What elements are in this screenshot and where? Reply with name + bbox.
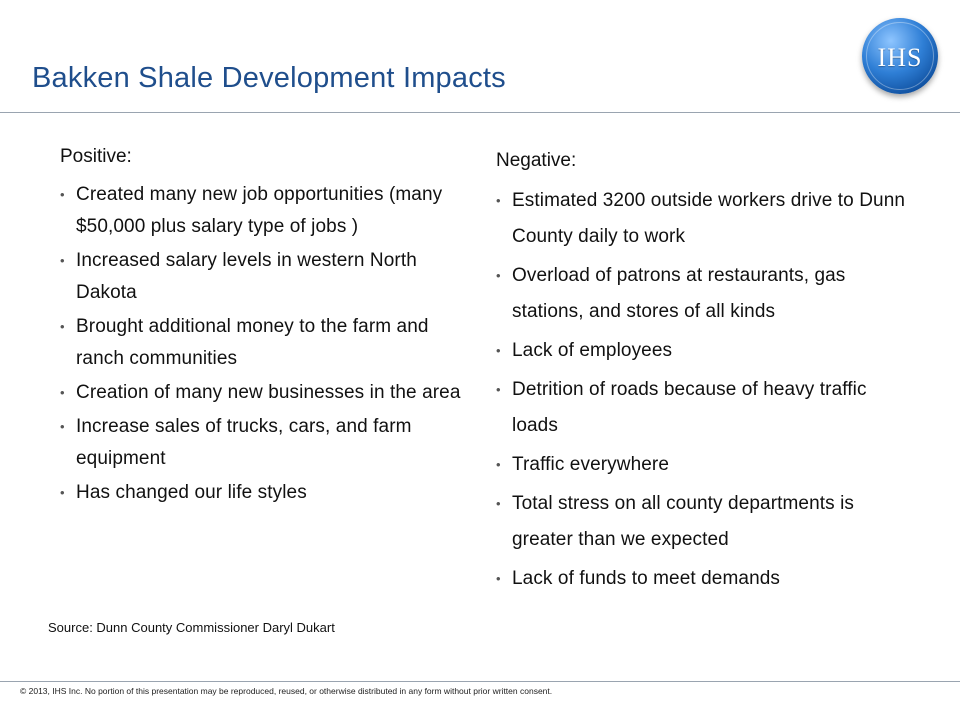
- list-item-text: Brought additional money to the farm and ranch communities: [76, 316, 429, 369]
- list-item: [496, 486, 916, 558]
- ihs-logo: [862, 18, 938, 94]
- negative-heading: Negative:: [496, 150, 577, 171]
- list-item: [496, 183, 916, 255]
- bullet-icon: •: [60, 419, 65, 434]
- source-citation: Source: Dunn County Commissioner Daryl Dukart: [48, 620, 335, 635]
- list-item-text: Increase sales of trucks, cars, and farm equipment: [76, 416, 412, 469]
- list-item-text: Increased salary levels in western North Dakota: [76, 250, 417, 303]
- list-item: [60, 377, 470, 409]
- bullet-icon: •: [60, 253, 65, 268]
- list-item-text: Lack of funds to meet demands: [512, 568, 780, 589]
- footer-divider: [0, 681, 960, 682]
- list-item: [60, 411, 470, 475]
- list-item: [496, 447, 916, 483]
- list-item: [496, 258, 916, 330]
- list-item: [60, 311, 470, 375]
- bullet-icon: •: [496, 382, 501, 397]
- positive-column: [60, 146, 470, 511]
- bullet-icon: •: [60, 319, 65, 334]
- slide-title: Bakken Shale Development Impacts: [32, 62, 506, 94]
- negative-column: [496, 150, 916, 600]
- bullet-icon: •: [496, 343, 501, 358]
- list-item-text: Detrition of roads because of heavy traffic loads: [512, 379, 867, 436]
- header-divider: [0, 112, 960, 113]
- list-item-text: Creation of many new businesses in the area: [76, 382, 461, 403]
- list-item-text: Created many new job opportunities (many $50,000 plus salary type of jobs ): [76, 184, 443, 237]
- list-item: [60, 245, 470, 309]
- list-item-text: Overload of patrons at restaurants, gas stations, and stores of all kinds: [512, 265, 846, 322]
- negative-list: [496, 183, 916, 597]
- bullet-icon: •: [496, 496, 501, 511]
- list-item: [496, 333, 916, 369]
- bullet-icon: •: [496, 571, 501, 586]
- copyright-footer: © 2013, IHS Inc. No portion of this presentation may be reproduced, reused, or otherwise distributed in any form without prior written consent.: [20, 686, 553, 696]
- bullet-icon: •: [60, 485, 65, 500]
- list-item: [496, 372, 916, 444]
- list-item: [60, 179, 470, 243]
- bullet-icon: •: [60, 385, 65, 400]
- bullet-icon: •: [496, 457, 501, 472]
- list-item: [60, 477, 470, 509]
- list-item-text: Traffic everywhere: [512, 454, 670, 475]
- bullet-icon: •: [496, 193, 501, 208]
- list-item-text: Lack of employees: [512, 340, 673, 361]
- positive-list: [60, 179, 470, 509]
- logo-text: IHS: [877, 43, 923, 72]
- list-item-text: Estimated 3200 outside workers drive to Dunn County daily to work: [512, 190, 906, 247]
- bullet-icon: •: [60, 187, 65, 202]
- positive-heading: Positive:: [60, 146, 132, 167]
- list-item: [496, 561, 916, 597]
- list-item-text: Has changed our life styles: [76, 482, 307, 503]
- list-item-text: Total stress on all county departments is greater than we expected: [512, 493, 855, 550]
- bullet-icon: •: [496, 268, 501, 283]
